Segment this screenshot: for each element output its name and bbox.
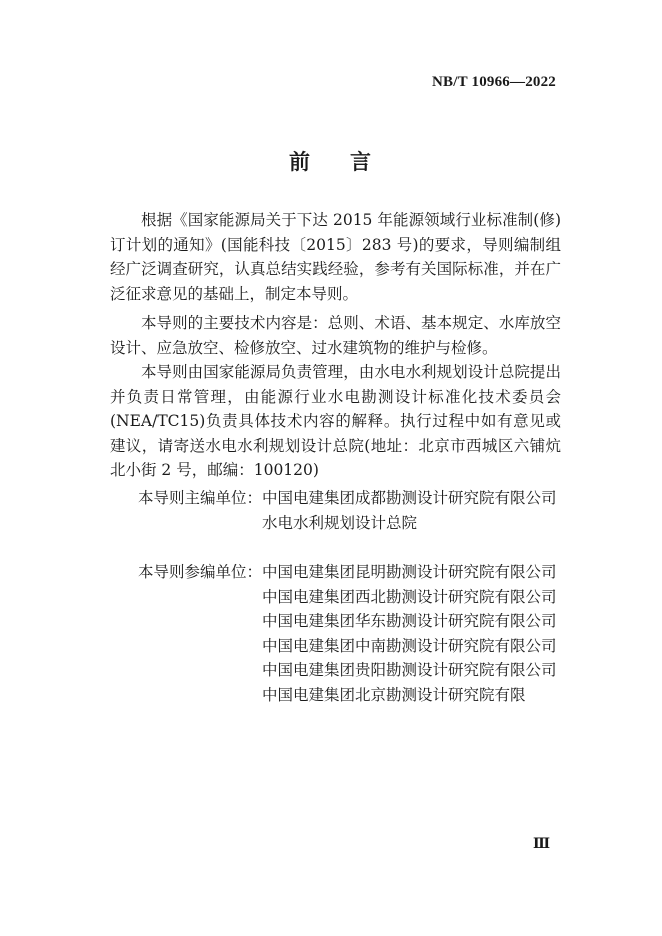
participating-unit-item: 中国电建集团贵阳勘测设计研究院有限公司 [262, 661, 557, 679]
participating-unit-item: 中国电建集团中南勘测设计研究院有限公司 [262, 636, 557, 655]
participating-units-list [262, 560, 561, 707]
page-title [0, 146, 662, 176]
participating-unit-item: 中国电建集团西北勘测设计研究院有限公司 [262, 587, 557, 606]
title-char-2: 言 [350, 150, 373, 174]
paragraph-1: 根据《国家能源局关于下达 2015 年能源领域行业标准制(修)订计划的通知》(国能科技〔2015〕283 号)的要求，导则编制组经广泛调查研究，认真总结实践经验，参考有关国际标准，并在广泛征求意见的基础上，制定本导则。 [110, 211, 561, 303]
participating-units [110, 560, 561, 707]
paragraph-2: 本导则的主要技术内容是：总则、术语、基本规定、水库放空设计、应急放空、检修放空、过水建筑物的维护与检修。 [110, 314, 561, 357]
participating-unit-item: 中国电建集团北京勘测设计研究院有限 [262, 685, 526, 704]
standard-code: NB/T 10966—2022 [432, 74, 556, 90]
page-number: Ⅲ [532, 837, 550, 852]
participating-units-label: 本导则参编单位： [137, 563, 262, 581]
title-char-1: 前 [289, 150, 312, 174]
chief-units-list [262, 486, 561, 535]
chief-units-label: 本导则主编单位： [137, 489, 262, 507]
chief-unit-item: 中国电建集团成都勘测设计研究院有限公司 [262, 489, 557, 507]
participating-unit-item: 中国电建集团华东勘测设计研究院有限公司 [262, 612, 557, 630]
chief-unit-item: 水电水利规划设计总院 [262, 513, 418, 532]
chief-units [110, 486, 561, 535]
participating-unit-item: 中国电建集团昆明勘测设计研究院有限公司 [262, 563, 557, 581]
paragraph-3: 本导则由国家能源局负责管理，由水电水利规划设计总院提出并负责日常管理，由能源行业水电勘测设计标准化技术委员会(NEA/TC15)负责具体技术内容的解释。执行过程中如有意见或建议，请寄送水电水利规划设计总院(地址：北京市西城区六铺炕北小街 2 号，邮编：100120) [110, 363, 561, 479]
